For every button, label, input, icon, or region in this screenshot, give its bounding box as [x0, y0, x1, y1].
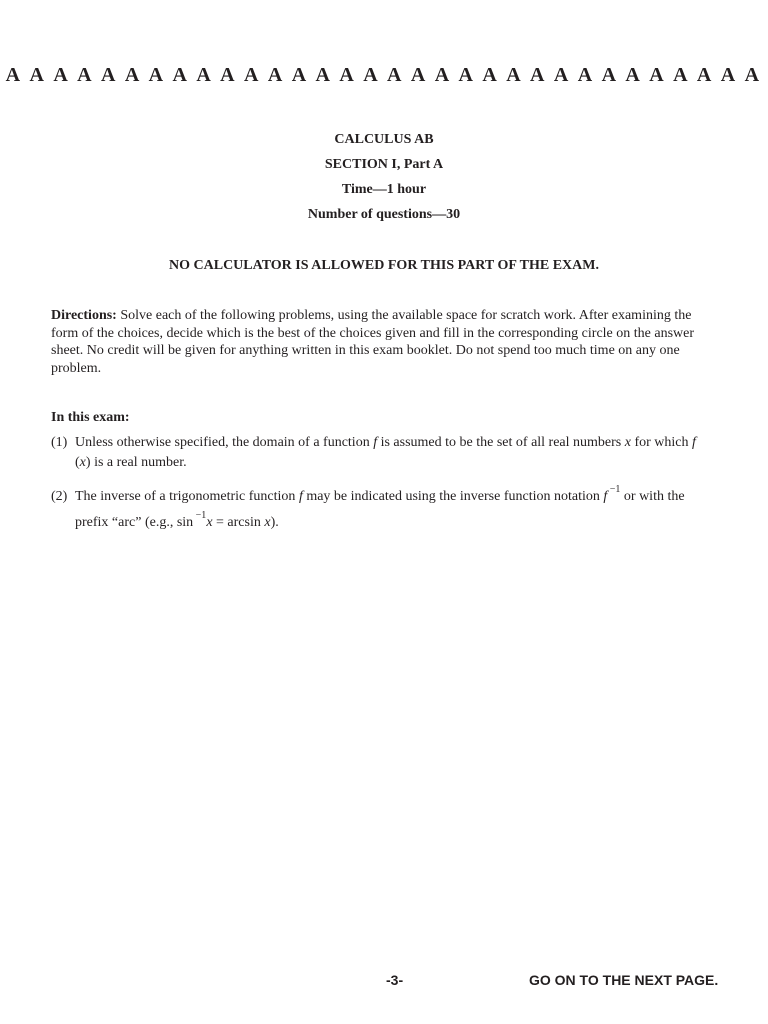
note-1-number: (1)	[51, 435, 68, 450]
exam-note-1	[51, 433, 701, 473]
time-limit: Time—1 hour	[341, 182, 427, 197]
next-page-notice: GO ON TO THE NEXT PAGE.	[529, 972, 719, 988]
exam-notes-title: In this exam:	[51, 410, 130, 425]
directions-label: Directions:	[51, 308, 117, 323]
page-number: -3-	[386, 972, 404, 988]
calculator-notice: NO CALCULATOR IS ALLOWED FOR THIS PART OF THE EXAM.	[169, 258, 599, 273]
directions-paragraph	[51, 307, 701, 377]
note-2-text: The inverse of a trigonometric function f may be indicated using the inverse function notation f $^{-1}$ or with the prefix “arc” (e.g., sin $^{-1}$x = arcsin x).	[75, 484, 685, 530]
exam-header	[0, 130, 768, 230]
directions-text: Solve each of the following problems, using the available space for scratch work. After examining the form of the choices, decide which is the best of the choices given and fill in the corresponding circle on the answer sheet. No credit will be given for anything written in this exam booklet. Do not spend too much time on any one problem.	[51, 308, 695, 376]
section-banner: A A A A A A A A A A A A A A A A A A A A A A A A A A A A A A A A	[5, 64, 763, 86]
section-title: SECTION I, Part A	[324, 157, 444, 172]
note-1-text: Unless otherwise specified, the domain of a function f is assumed to be the set of all real numbers x for which f (x) is a real number.	[75, 435, 696, 470]
note-2-number: (2)	[51, 489, 68, 504]
exam-note-2	[51, 484, 701, 536]
course-title: CALCULUS AB	[334, 132, 434, 147]
question-count: Number of questions—30	[307, 207, 461, 222]
